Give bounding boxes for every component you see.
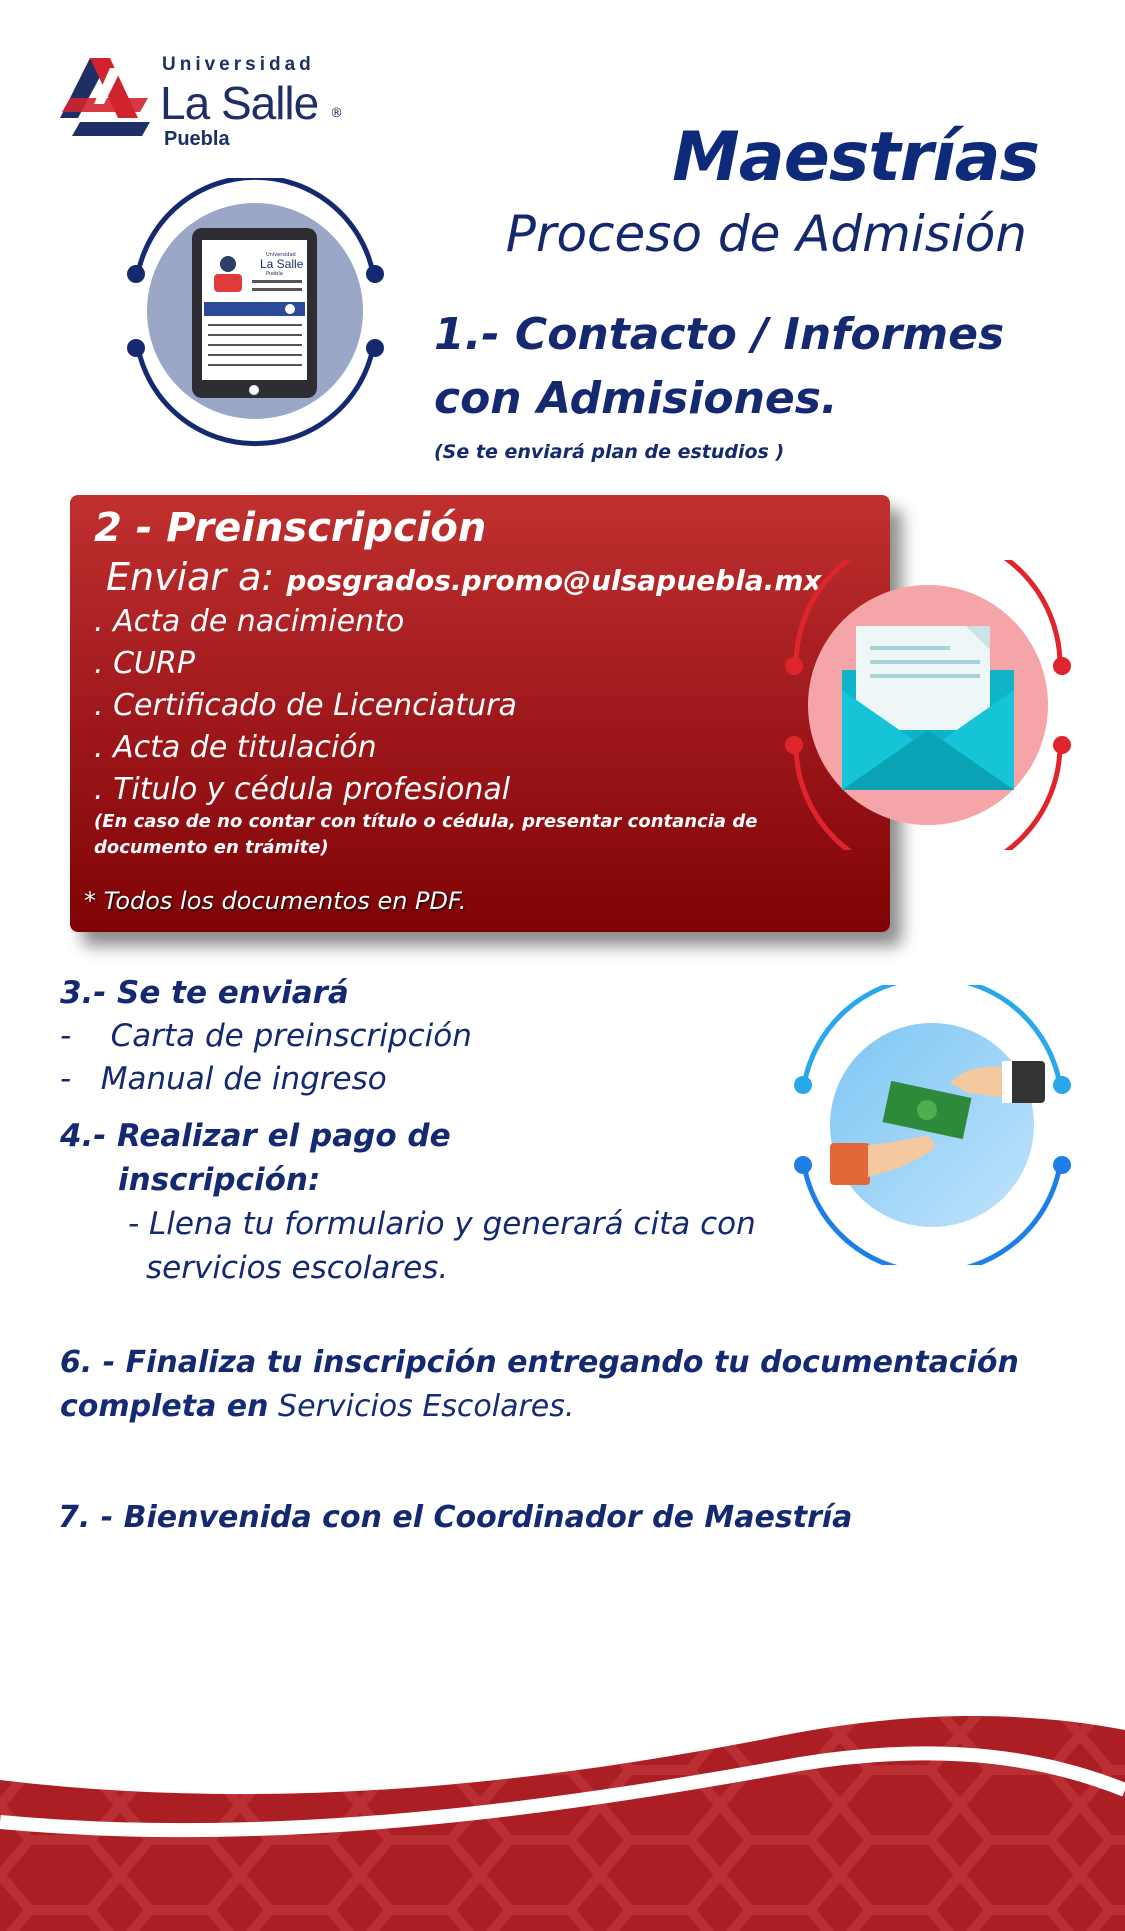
list-item: . Titulo y cédula profesional bbox=[94, 772, 511, 807]
step1-line2: con Admisiones. bbox=[434, 373, 838, 424]
logo-la-salle-text: La Salle bbox=[160, 77, 319, 129]
step6-line2 bbox=[60, 1389, 574, 1424]
tablet-icon bbox=[118, 178, 388, 448]
step4-text-line2: servicios escolares. bbox=[146, 1250, 449, 1286]
footer-wave-decoration bbox=[0, 1700, 1125, 1931]
logo-registered-mark: ® bbox=[330, 106, 343, 121]
money-handshake-icon bbox=[790, 985, 1075, 1265]
step4-text-line1: - Llena tu formulario y generará cita con bbox=[128, 1206, 756, 1242]
step2-send bbox=[106, 555, 822, 599]
step6-bold: completa en bbox=[60, 1389, 269, 1424]
step2-document-list bbox=[94, 601, 517, 811]
logo-university-text: Universidad bbox=[162, 54, 315, 75]
list-item: . CURP bbox=[94, 646, 195, 681]
step1-line1: 1.- Contacto / Informes bbox=[434, 309, 1005, 360]
tablet-logo-main-text: La Salle bbox=[260, 257, 304, 271]
tablet-logo-city-text: Puebla bbox=[266, 271, 283, 277]
page-subtitle: Proceso de Admisión bbox=[505, 205, 1027, 263]
la-salle-emblem-icon bbox=[60, 56, 155, 146]
step7-text: 7. - Bienvenida con el Coordinador de Maestría bbox=[58, 1500, 853, 1535]
la-salle-logo bbox=[60, 52, 350, 152]
list-item: . Acta de nacimiento bbox=[94, 604, 405, 639]
step2-pdf-note: * Todos los documentos en PDF. bbox=[84, 887, 467, 915]
list-item: . Acta de titulación bbox=[94, 730, 377, 765]
step4-title-line1: 4.- Realizar el pago de bbox=[60, 1118, 451, 1154]
step2-panel bbox=[70, 495, 890, 932]
list-item: - Manual de ingreso bbox=[60, 1061, 387, 1097]
step6-line1: 6. - Finaliza tu inscripción entregando tu documentación bbox=[60, 1345, 1019, 1380]
step2-note: (En caso de no contar con título o cédula, presentar contancia de documento en trámite) bbox=[94, 811, 758, 858]
logo-city-text: Puebla bbox=[164, 128, 230, 150]
step4-title-line2: inscripción: bbox=[118, 1162, 321, 1198]
step2-title: 2 - Preinscripción bbox=[94, 505, 487, 551]
step2-send-label: Enviar a: bbox=[106, 555, 275, 599]
page-title: Maestrías bbox=[672, 118, 1039, 197]
step3-title: 3.- Se te enviará bbox=[60, 975, 349, 1011]
list-item: - Carta de preinscripción bbox=[60, 1018, 472, 1054]
tablet-logo-top-text: Universidad bbox=[266, 252, 296, 258]
step2-email-link[interactable]: posgrados.promo@ulsapuebla.mx bbox=[286, 564, 822, 597]
step1-heading bbox=[434, 303, 1004, 431]
step6-normal: Servicios Escolares. bbox=[278, 1389, 575, 1424]
step1-note: (Se te enviará plan de estudios ) bbox=[434, 441, 785, 463]
envelope-icon bbox=[778, 560, 1078, 850]
list-item: . Certificado de Licenciatura bbox=[94, 688, 517, 723]
